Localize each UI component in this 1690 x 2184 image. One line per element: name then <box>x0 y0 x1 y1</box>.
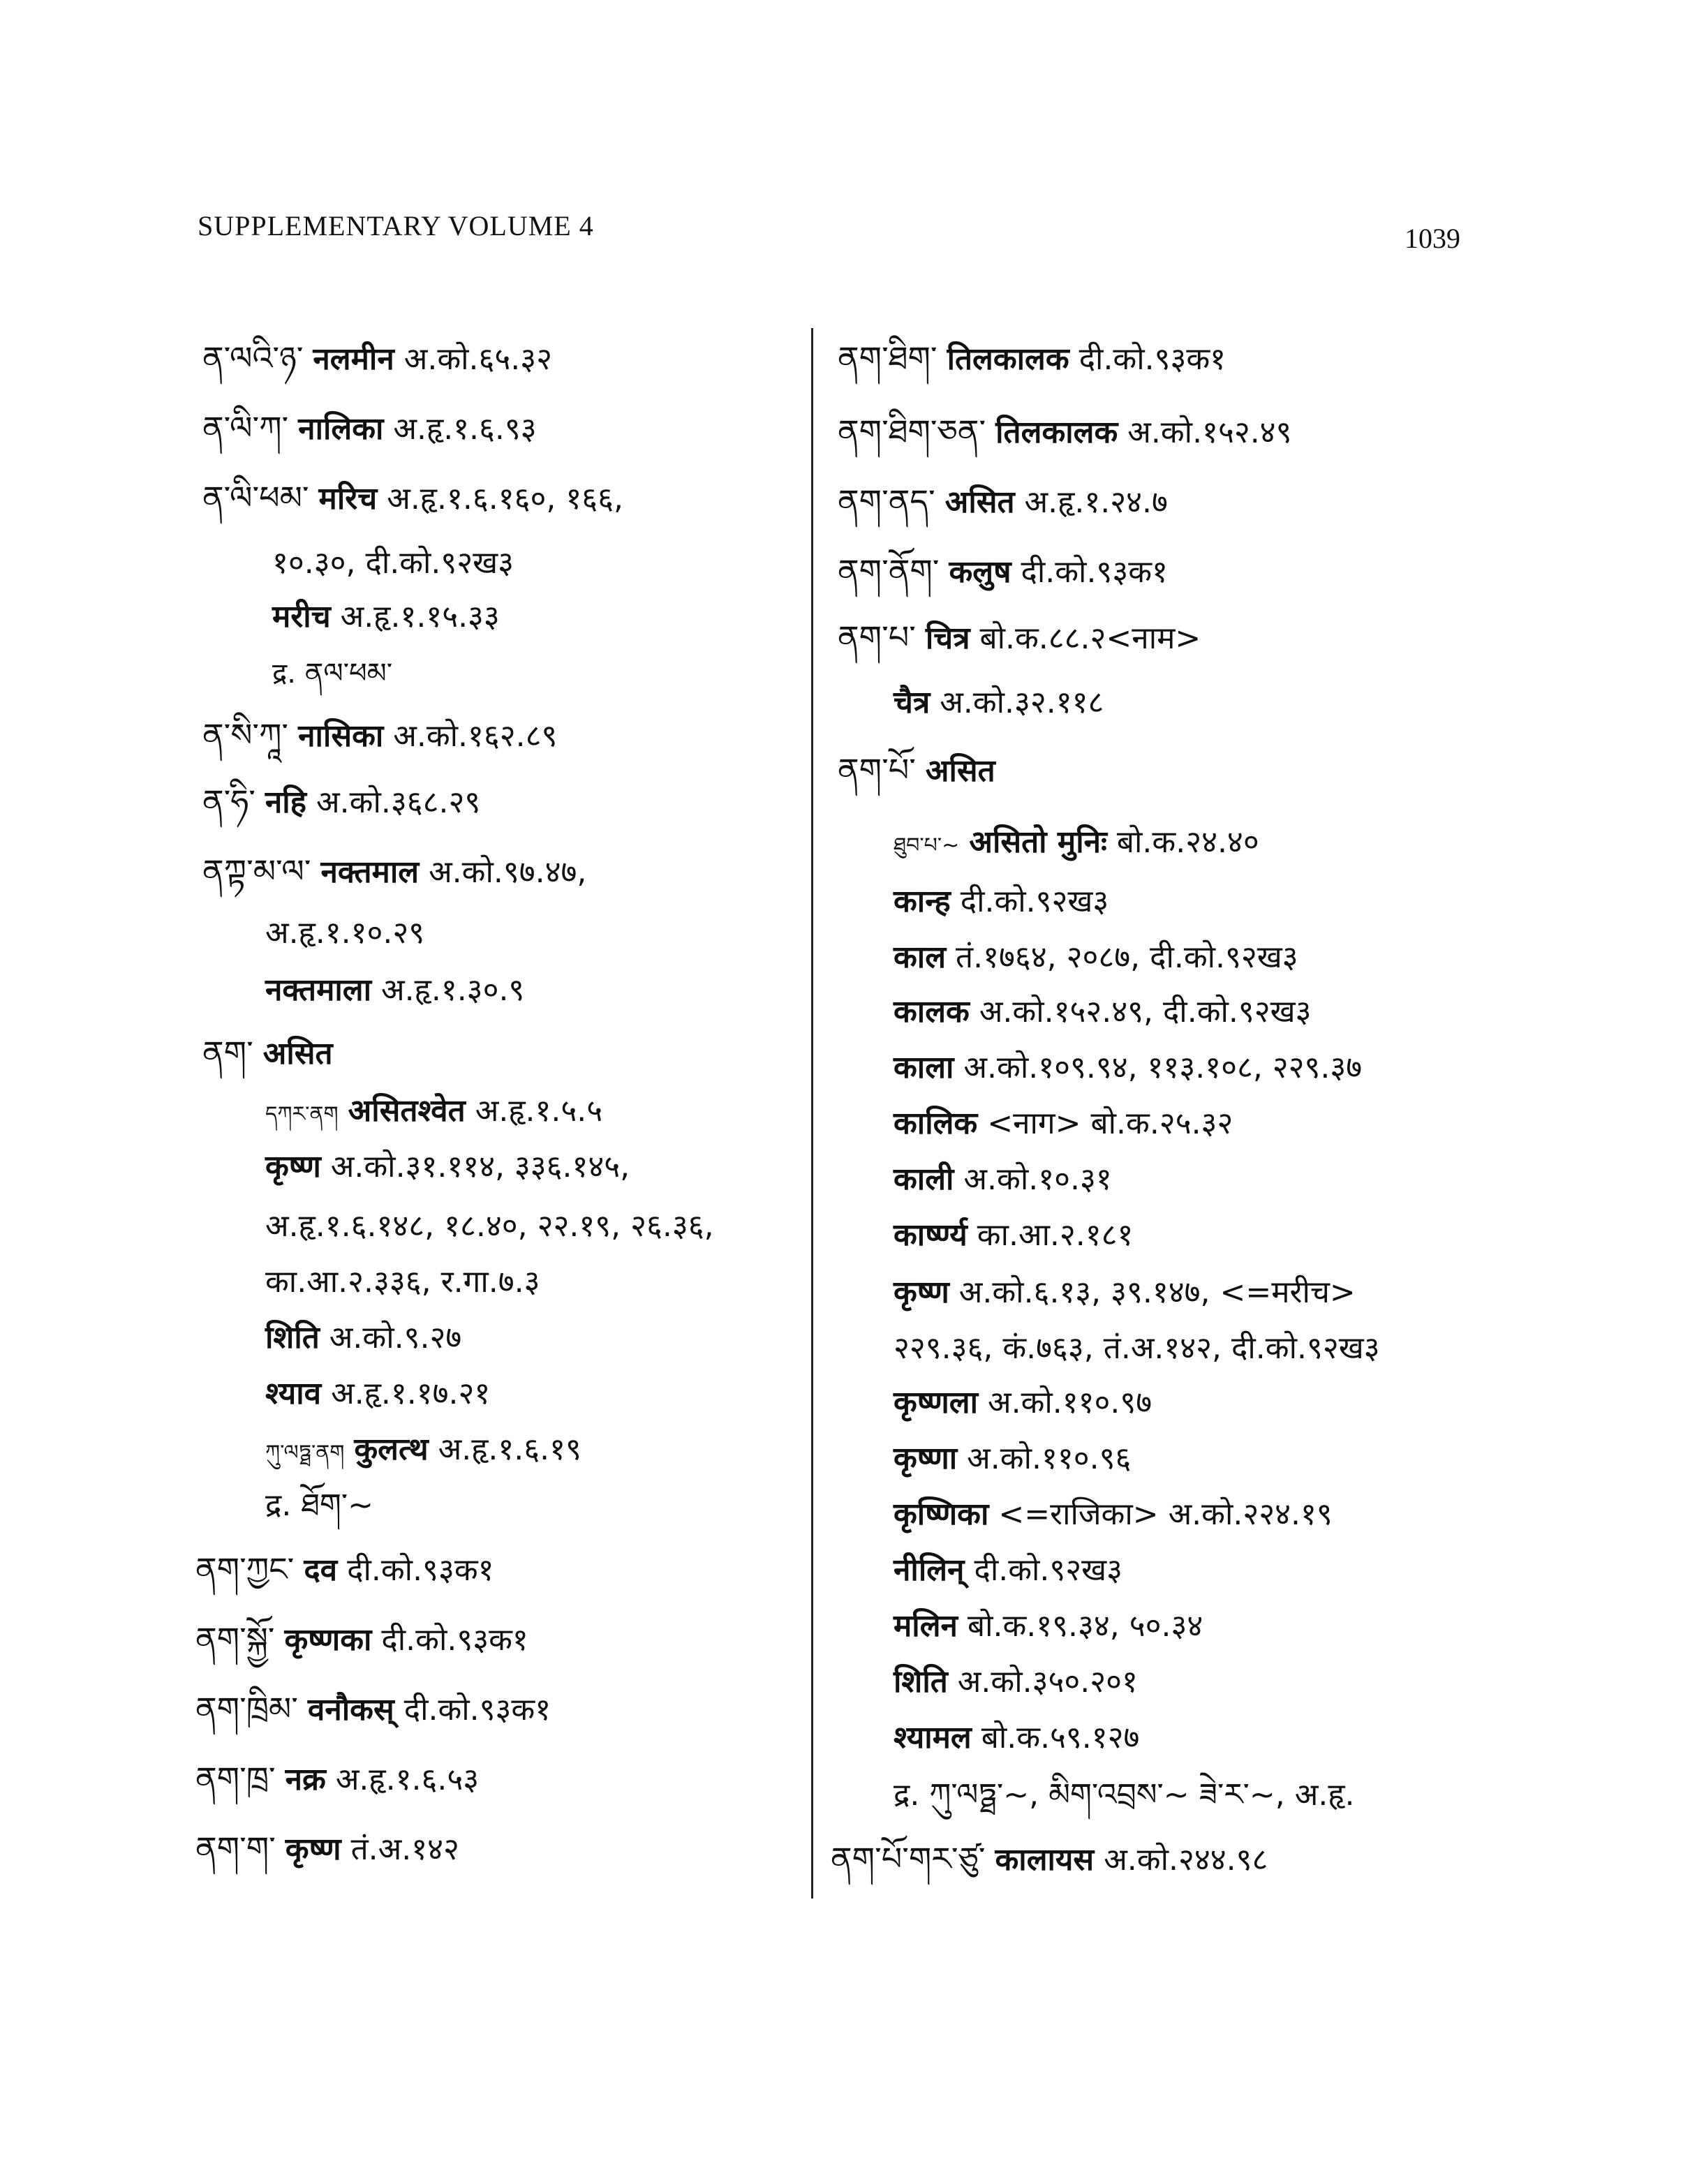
dictionary-entry-line <box>838 339 1226 377</box>
dictionary-entry-line <box>894 824 1259 860</box>
tibetan-headword: ནག་ནོག་ <box>838 552 940 590</box>
reference: तं.अ.१४२ <box>350 1832 459 1867</box>
dictionary-entry-line <box>838 751 995 789</box>
sanskrit-equivalent: वनौकस् <box>307 1692 394 1728</box>
sanskrit-equivalent: नलमीन <box>313 341 394 377</box>
reference: अ.को.३२.११८ <box>940 685 1104 720</box>
sanskrit-equivalent: असित <box>925 753 995 789</box>
sanskrit-equivalent: श्याव <box>265 1376 322 1411</box>
sanskrit-equivalent: काला <box>894 1050 954 1085</box>
sanskrit-equivalent: नालिका <box>298 411 384 447</box>
tibetan-headword: ནག་ནད་ <box>838 482 935 520</box>
sanskrit-equivalent: असितो मुनिः <box>969 824 1107 860</box>
dictionary-entry-line <box>265 1434 581 1465</box>
reference: द्र. ནལ་ཕམ་ <box>272 658 393 690</box>
reference: बो.क.२४.४० <box>1116 824 1259 860</box>
dictionary-entry-line <box>894 1330 1380 1366</box>
dictionary-entry-line <box>272 545 514 581</box>
sanskrit-equivalent: शिति <box>265 1320 320 1355</box>
reference: अ.को.३१.११४, ३३६.१४५, <box>330 1149 630 1184</box>
dictionary-entry-line <box>894 1664 1138 1700</box>
dictionary-entry-line <box>202 1034 333 1071</box>
reference: बो.क.१९.३४, ५०.३४ <box>967 1608 1203 1644</box>
dictionary-entry-line <box>894 1277 1356 1308</box>
reference: अ.को.६.१३, ३९.१४७, <=मरीच> <box>958 1275 1356 1310</box>
sanskrit-equivalent: कलुष <box>949 554 1011 590</box>
tibetan-headword: ནག་ཐིག་ <box>838 339 937 377</box>
dictionary-entry-line <box>265 1264 540 1300</box>
sanskrit-equivalent: कृष्ण <box>265 1149 321 1184</box>
dictionary-entry-line <box>265 1149 630 1184</box>
sanskrit-equivalent: मलिन <box>894 1608 958 1644</box>
sanskrit-equivalent: असित <box>262 1036 333 1071</box>
dictionary-entry-line <box>265 1093 603 1129</box>
dictionary-entry-line <box>195 1762 479 1795</box>
dictionary-entry-line <box>272 599 500 634</box>
tibetan-headword: ནཀྟ་མ་ལ་ <box>202 852 311 890</box>
dictionary-entry-line <box>894 1443 1131 1474</box>
dictionary-entry-line <box>272 658 392 688</box>
reference: बो.क.५९.१२७ <box>981 1720 1140 1755</box>
dictionary-entry-line <box>838 415 1291 448</box>
reference: अ.हृ.१.५.५ <box>475 1093 603 1129</box>
dictionary-entry-line <box>265 972 525 1008</box>
sanskrit-equivalent: कालिक <box>894 1106 978 1141</box>
dictionary-entry-line <box>202 782 481 820</box>
reference: अ.को.२४४.९८ <box>1104 1842 1268 1878</box>
reference: अ.हृ.१.१०.२९ <box>265 915 425 951</box>
reference: २२९.३६, कं.७६३, तं.अ.१४२, दी.को.९२ख३ <box>894 1330 1380 1366</box>
reference: <नाग> बो.क.२५.३२ <box>987 1106 1233 1141</box>
reference: अ.हृ.१.३०.९ <box>381 972 525 1008</box>
dictionary-entry-line <box>202 852 587 890</box>
tibetan-headword: ནག་ཀྱང་ <box>195 1550 295 1588</box>
dictionary-entry-line <box>202 339 553 377</box>
sanskrit-equivalent: नीलिन् <box>894 1552 965 1588</box>
reference: अ.को.१५२.४९, दी.को.९२ख३ <box>979 994 1312 1030</box>
reference: अ.को.३५०.२०१ <box>957 1664 1138 1700</box>
reference: अ.हृ.१.१७.२१ <box>331 1376 491 1411</box>
dictionary-entry-line <box>202 409 537 447</box>
sanskrit-equivalent: चैत्र <box>894 685 931 720</box>
reference: अ.हृ.१.६.१९ <box>438 1432 581 1467</box>
reference: अ.को.३६८.२९ <box>316 785 481 820</box>
reference: दी.को.९२ख३ <box>974 1552 1123 1588</box>
dictionary-entry-line <box>894 1161 1112 1197</box>
sanskrit-equivalent: कालक <box>894 994 970 1030</box>
reference: अ.को.१०.३१ <box>963 1161 1112 1197</box>
sanskrit-equivalent: कान्ह <box>894 884 951 919</box>
sanskrit-equivalent: श्यामल <box>894 1720 972 1755</box>
sanskrit-equivalent: मरीच <box>272 599 331 634</box>
tibetan-headword: ནག་ཐིག་ཅན་ <box>838 413 986 450</box>
sanskrit-equivalent: नहि <box>265 785 307 820</box>
sanskrit-equivalent: कृष्ण <box>285 1832 341 1867</box>
reference: अ.हृ.१.६.५३ <box>335 1762 480 1797</box>
tibetan-headword: ན་ཧི་ <box>202 782 255 820</box>
dictionary-entry-line <box>894 939 1298 975</box>
reference: बो.क.८८.२<नाम> <box>979 621 1201 656</box>
tibetan-headword: ནག་ཁྲ་ <box>195 1760 276 1797</box>
reference: अ.हृ.१.६.९३ <box>393 411 537 447</box>
dictionary-entry-line <box>894 1385 1152 1420</box>
dictionary-entry-line <box>894 1777 1355 1813</box>
sanskrit-equivalent: कृष्ण <box>894 1275 949 1310</box>
tibetan-headword: ནག་པ་ <box>838 618 916 656</box>
dictionary-entry-line <box>265 1320 462 1355</box>
sanskrit-equivalent: कृष्णा <box>894 1441 958 1476</box>
reference: <=राजिका> अ.को.२२४.१९ <box>998 1496 1333 1532</box>
tibetan-headword: ནག་པོ་གར་ཙུ་ <box>831 1840 986 1878</box>
reference: द्र. ཀུ་ལཏྠ་~, མིག་འབྲས་~ ཟེ་ར་~, अ.हृ. <box>894 1777 1355 1813</box>
dictionary-entry-line <box>195 1829 459 1867</box>
tibetan-headword: ནག་ <box>202 1034 253 1071</box>
dictionary-entry-line <box>838 618 1201 656</box>
reference: अ.हृ.१.६.१४८, १८.४०, २२.१९, २६.३६, <box>265 1208 714 1244</box>
tibetan-headword: ནག་ཁྲིམ་ <box>195 1690 298 1728</box>
tibetan-headword: ནག་སྐྱོ་ <box>195 1620 275 1658</box>
sanskrit-equivalent: कुलत्थ <box>354 1432 429 1467</box>
reference: दी.को.९३क१ <box>1021 554 1168 590</box>
tibetan-headword: ཀུ་ལཏྠ་ནག <box>265 1441 345 1465</box>
reference: तं.१७६४, २०८७, दी.को.९२ख३ <box>956 939 1298 975</box>
reference: दी.को.९३क१ <box>403 1692 551 1728</box>
page-number: 1039 <box>1404 223 1460 254</box>
sanskrit-equivalent: असितश्वेत <box>348 1093 466 1129</box>
column-divider <box>811 328 813 1899</box>
tibetan-headword: ནག་ག་ <box>195 1829 276 1867</box>
dictionary-entry-line <box>838 482 1168 520</box>
dictionary-entry-line <box>831 1840 1268 1878</box>
reference: अ.को.९७.४७, <box>429 854 587 890</box>
reference: दी.को.९२ख३ <box>960 884 1109 919</box>
dictionary-entry-line <box>894 994 1312 1030</box>
running-header: SUPPLEMENTARY VOLUME 4 <box>198 210 594 242</box>
dictionary-entry-line <box>265 915 425 951</box>
sanskrit-equivalent: नक्तमाला <box>265 972 372 1008</box>
reference: अ.हृ.१.६.१६०, १६६, <box>387 481 623 517</box>
dictionary-entry-line <box>894 1108 1233 1139</box>
reference: अ.को.६५.३२ <box>403 341 553 377</box>
reference: अ.को.९.२७ <box>329 1320 462 1355</box>
dictionary-entry-line <box>202 716 558 754</box>
sanskrit-equivalent: चित्र <box>925 621 970 656</box>
dictionary-entry-line <box>202 479 623 517</box>
reference: अ.हृ.१.१५.३३ <box>340 599 500 634</box>
reference: १०.३०, दी.को.९२ख३ <box>272 545 514 581</box>
dictionary-entry-line <box>195 1550 494 1588</box>
tibetan-headword: ན་ལའི་ཉ་ <box>202 339 304 377</box>
dictionary-entry-line <box>894 1552 1123 1588</box>
tibetan-headword: ནག་པོ་ <box>838 751 916 789</box>
tibetan-headword: ཐུབ་པ་~ <box>894 833 960 858</box>
dictionary-entry-line <box>894 886 1109 917</box>
dictionary-entry-line <box>894 1217 1134 1253</box>
sanskrit-equivalent: दव <box>304 1552 338 1588</box>
reference: अ.को.१६२.८९ <box>393 718 558 754</box>
dictionary-entry-line <box>838 552 1168 590</box>
sanskrit-equivalent: कृष्णका <box>284 1622 372 1658</box>
sanskrit-equivalent: कालायस <box>995 1842 1095 1878</box>
tibetan-headword: དཀར་ནག <box>265 1102 339 1127</box>
reference: दी.को.९३क१ <box>381 1622 528 1658</box>
dictionary-entry-line <box>195 1690 551 1728</box>
sanskrit-equivalent: कृष्णला <box>894 1385 978 1420</box>
sanskrit-equivalent: नासिका <box>298 718 384 754</box>
reference: अ.को.१५२.४९ <box>1127 415 1292 450</box>
dictionary-entry-line <box>894 1608 1203 1644</box>
reference: अ.को.११०.९७ <box>988 1385 1152 1420</box>
tibetan-headword: ན་ལི་ཕམ་ <box>202 479 309 517</box>
sanskrit-equivalent: तिलकालक <box>995 415 1118 450</box>
reference: द्र. ཐོག་~ <box>265 1487 373 1523</box>
tibetan-headword: ན་སི་ཀཱ་ <box>202 716 289 754</box>
dictionary-entry-line <box>894 1050 1363 1085</box>
dictionary-entry-line <box>195 1620 528 1658</box>
sanskrit-equivalent: असित <box>944 484 1015 520</box>
reference: का.आ.२.३३६, र.गा.७.३ <box>265 1264 540 1300</box>
tibetan-headword: ན་ལི་ཀ་ <box>202 409 289 447</box>
dictionary-entry-line <box>894 1496 1333 1532</box>
reference: अ.हृ.१.२४.७ <box>1024 484 1168 520</box>
dictionary-entry-line <box>894 685 1104 720</box>
sanskrit-equivalent: मरिच <box>318 481 378 517</box>
reference: दी.को.९३क१ <box>347 1552 494 1588</box>
sanskrit-equivalent: नक्र <box>285 1762 326 1797</box>
sanskrit-equivalent: शिति <box>894 1664 948 1700</box>
sanskrit-equivalent: तिलकालक <box>947 341 1069 377</box>
reference: का.आ.२.१८१ <box>977 1217 1134 1253</box>
sanskrit-equivalent: काली <box>894 1161 954 1197</box>
dictionary-entry-line <box>265 1487 373 1523</box>
dictionary-entry-line <box>265 1208 714 1244</box>
reference: दी.को.९३क१ <box>1079 341 1226 377</box>
sanskrit-equivalent: काल <box>894 939 947 975</box>
dictionary-entry-line <box>265 1376 491 1411</box>
sanskrit-equivalent: कृष्णिका <box>894 1496 989 1532</box>
dictionary-entry-line <box>894 1720 1140 1755</box>
reference: अ.को.११०.९६ <box>967 1441 1132 1476</box>
sanskrit-equivalent: कार्ष्ण्य <box>894 1217 968 1253</box>
reference: अ.को.१०९.९४, ११३.१०८, २२९.३७ <box>963 1050 1363 1085</box>
sanskrit-equivalent: नक्तमाल <box>320 854 420 890</box>
